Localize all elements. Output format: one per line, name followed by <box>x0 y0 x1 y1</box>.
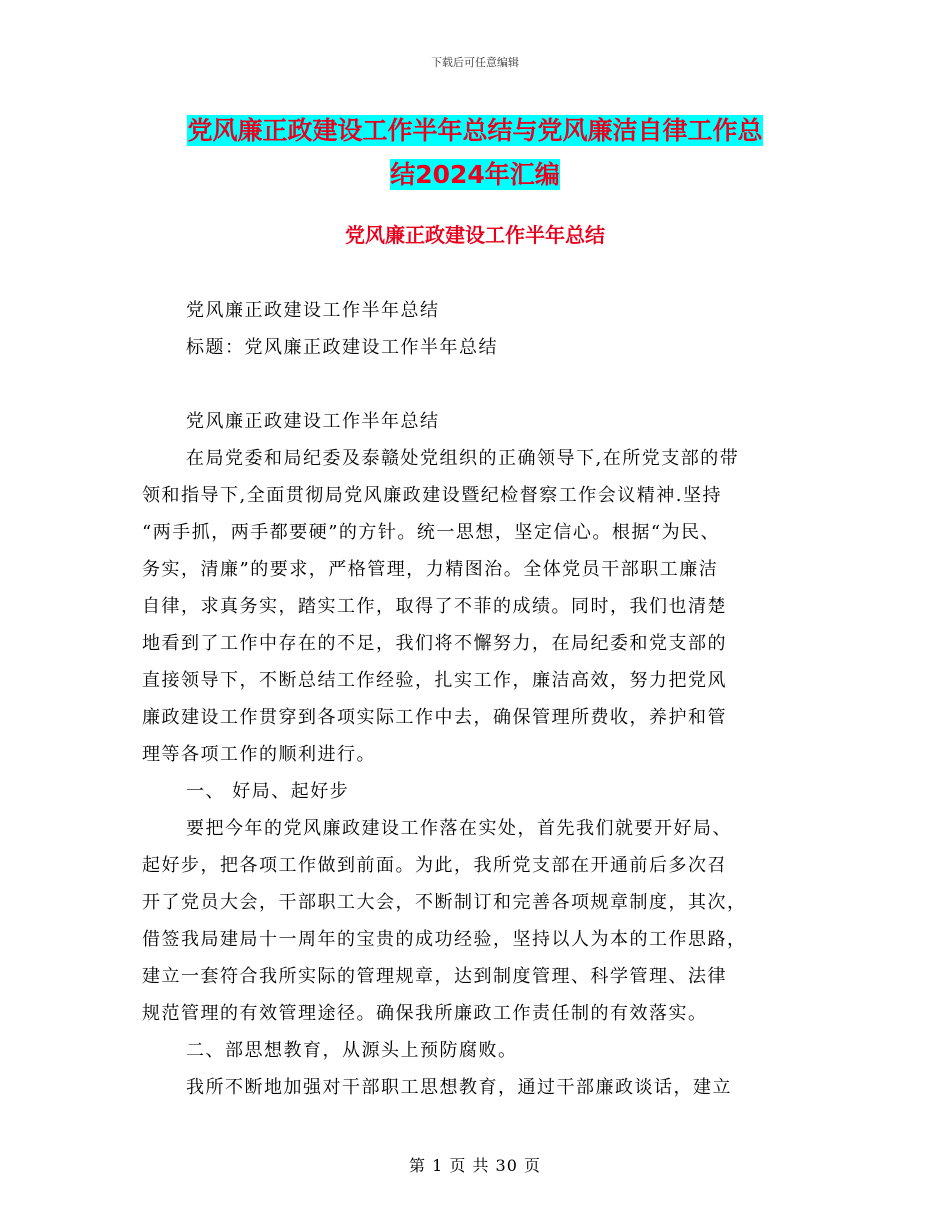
paragraph-line: 党风廉正政建设工作半年总结 <box>186 411 440 432</box>
paragraph-line: 我所不断地加强对干部职工思想教育，通过干部廉政谈话，建立 <box>186 1077 732 1098</box>
paragraph-line: 直接领导下，不断总结工作经验，扎实工作，廉洁高效，努力把党风 <box>142 670 727 691</box>
paragraph-line: 党风廉正政建设工作半年总结 <box>186 300 440 321</box>
document-title-line1 <box>0 112 950 150</box>
paragraph-line: 务实，清廉”的要求，严格管理，力精图治。全体党员干部职工廉洁 <box>142 559 719 580</box>
paragraph-line: 廉政建设工作贯穿到各项实际工作中去，确保管理所费收，养护和管 <box>142 707 727 728</box>
paragraph-line: 自律，求真务实，踏实工作，取得了不菲的成绩。同时，我们也清楚 <box>142 596 727 617</box>
page-footer: 第 1 页 共 30 页 <box>409 1156 541 1175</box>
section-title: 党风廉正政建设工作半年总结 <box>345 223 605 247</box>
paragraph-line: 建立一套符合我所实际的管理规章，达到制度管理、科学管理、法律 <box>142 966 727 987</box>
paragraph-line: 标题：党风廉正政建设工作半年总结 <box>186 337 498 358</box>
document-title-line2 <box>0 156 950 194</box>
paragraph-line: 理等各项工作的顺利进行。 <box>142 744 376 765</box>
paragraph-line: 在局党委和局纪委及泰赣处党组织的正确领导下,在所党支部的带 <box>186 448 740 469</box>
paragraph-line: 规范管理的有效管理途径。确保我所廉政工作责任制的有效落实。 <box>142 1003 708 1024</box>
title-line2-text: 结2024年汇编 <box>390 160 560 189</box>
section-heading-line: 一、 好局、起好步 <box>186 781 350 802</box>
paragraph-line: 地看到了工作中存在的不足，我们将不懈努力，在局纪委和党支部的 <box>142 633 727 654</box>
paragraph-line: 借签我局建局十一周年的宝贵的成功经验，坚持以人为本的工作思路， <box>142 929 747 950</box>
blank-line <box>142 366 802 403</box>
paragraph-line: 要把今年的党风廉政建设工作落在实处，首先我们就要开好局、 <box>186 818 732 839</box>
section-heading-line: 二、部思想教育，从源头上预防腐败。 <box>186 1040 518 1061</box>
title-line1-text: 党风廉正政建设工作半年总结与党风廉洁自律工作总 <box>187 116 763 145</box>
paragraph-line: 起好步，把各项工作做到前面。为此，我所党支部在开通前后多次召 <box>142 855 727 876</box>
paragraph-line: 开了党员大会，干部职工大会，不断制订和完善各项规章制度，其次， <box>142 892 747 913</box>
paragraph-line: 领和指导下,全面贯彻局党风廉政建设暨纪检督察工作会议精神.坚持 <box>142 485 722 506</box>
header-note: 下载后可任意编辑 <box>431 56 519 69</box>
document-body <box>142 292 802 1106</box>
paragraph-line: “两手抓，两手都要硬”的方针。统一思想，坚定信心。根据“为民、 <box>142 522 721 543</box>
